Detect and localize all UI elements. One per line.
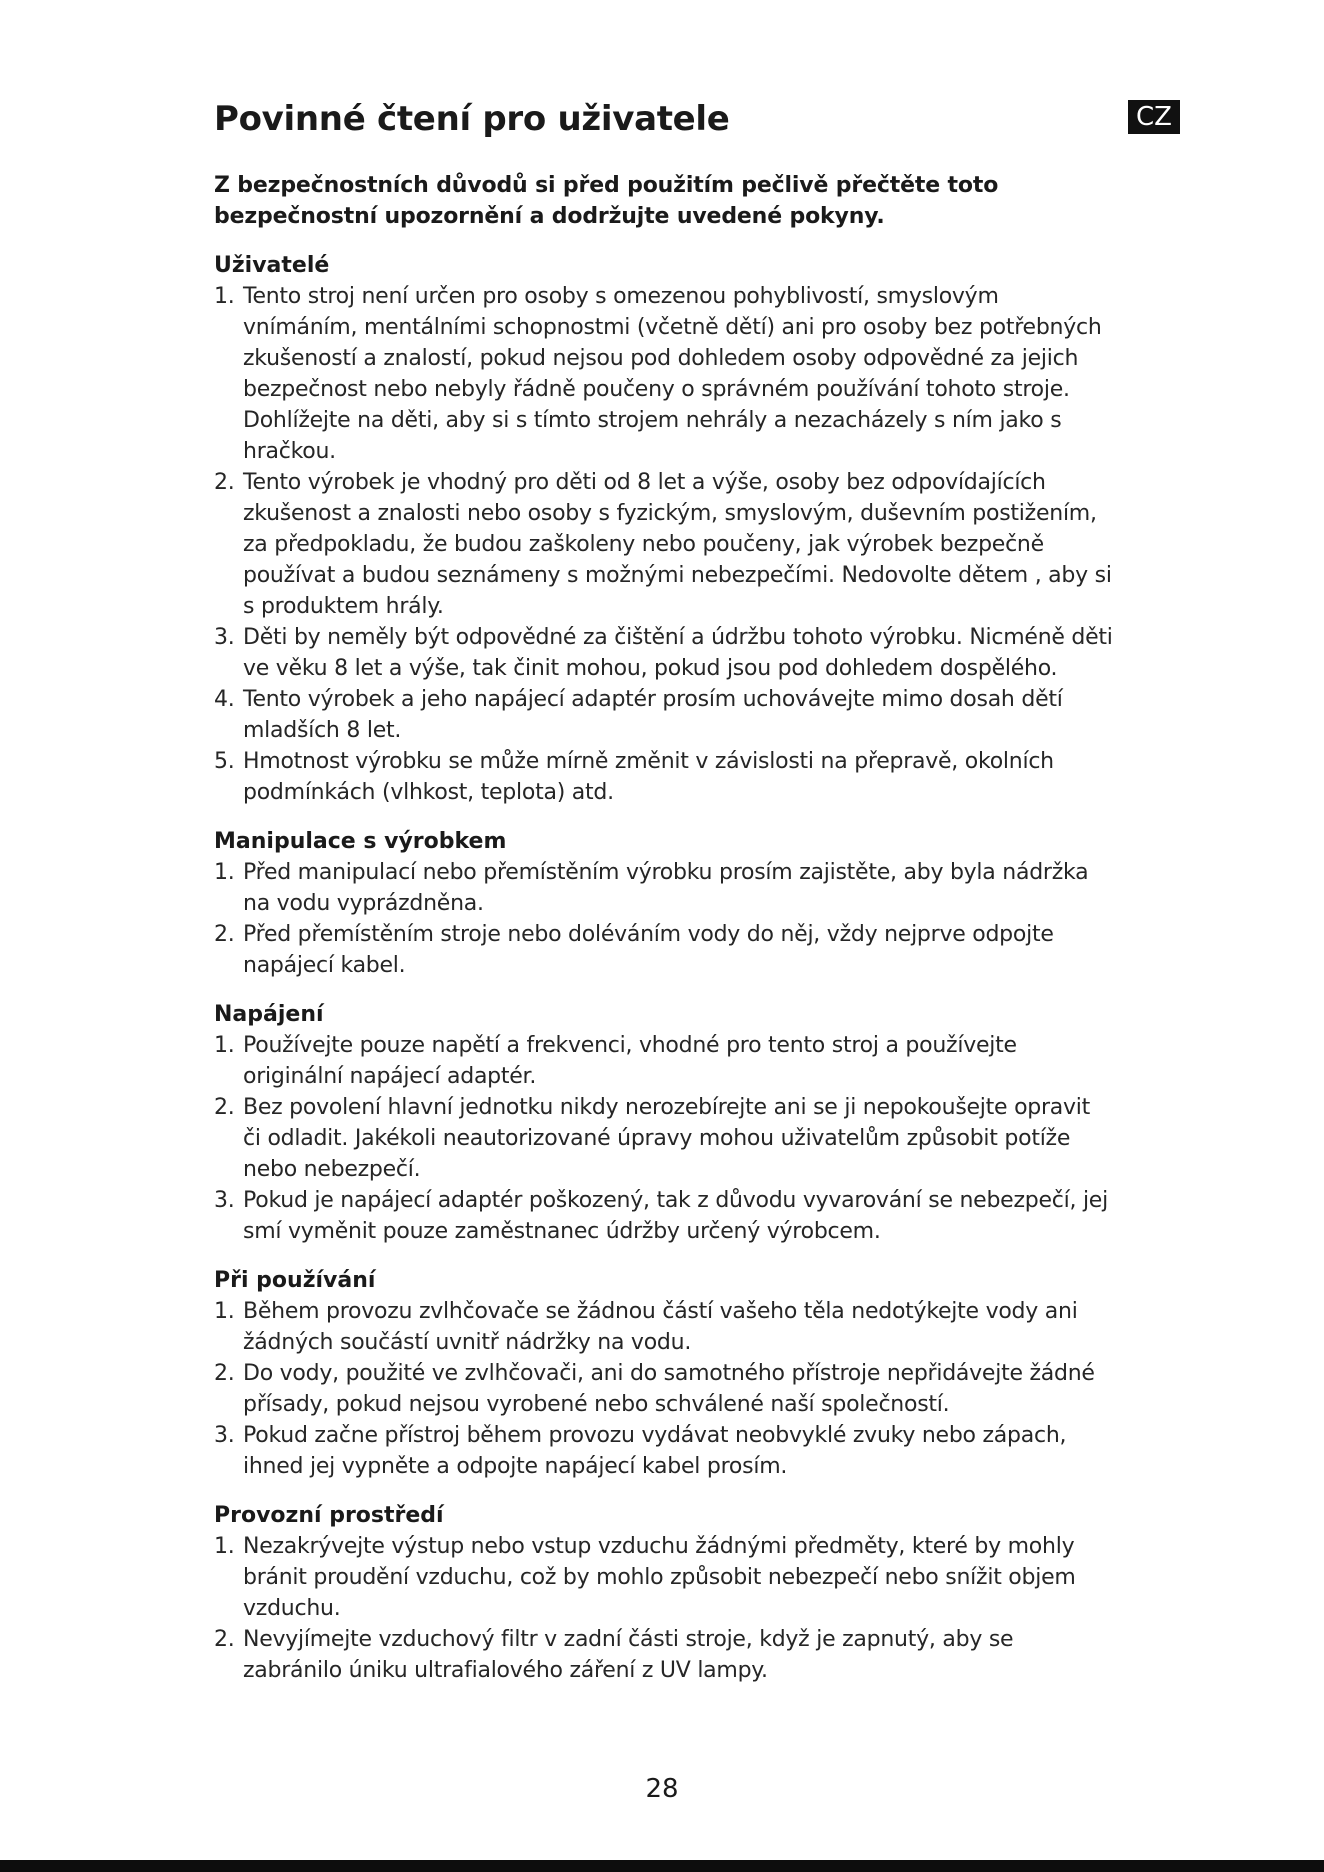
list-item-text: Pokud začne přístroj během provozu vydávat neobvyklé zvuky nebo zápach, ihned jej vypněte a odpojte napájecí kabel prosím. — [243, 1423, 1067, 1479]
list-item — [214, 1185, 1114, 1247]
list-item — [214, 1358, 1114, 1420]
list-item-number: 3. — [214, 1188, 235, 1213]
list-item-text: Nezakrývejte výstup nebo vstup vzduchu žádnými předměty, které by mohly bránit proudění vzduchu, což by mohlo způsobit nebezpečí nebo snížit objem vzduchu. — [243, 1534, 1076, 1621]
section — [214, 1265, 1114, 1482]
list-item-text: Nevyjímejte vzduchový filtr v zadní části stroje, když je zapnutý, aby se zabránilo úniku ultrafialového záření z UV lampy. — [243, 1627, 1014, 1683]
list-item-number: 2. — [214, 470, 235, 495]
list-item-text: Do vody, použité ve zvlhčovači, ani do samotného přístroje nepřidávejte žádné přísady, pokud nejsou vyrobené nebo schválené naší společností. — [243, 1361, 1095, 1417]
list-item-number: 1. — [214, 1534, 235, 1559]
list-item-number: 1. — [214, 860, 235, 885]
page-number: 28 — [645, 1774, 679, 1804]
section-heading: Provozní prostředí — [214, 1503, 444, 1528]
list-item-number: 3. — [214, 1423, 235, 1448]
section-heading: Manipulace s výrobkem — [214, 829, 507, 854]
list-item-text: Pokud je napájecí adaptér poškozený, tak z důvodu vyvarování se nebezpečí, jej smí vyměnit pouze zaměstnanec údržby určený výrobcem. — [243, 1188, 1108, 1244]
list-item — [214, 1420, 1114, 1482]
numbered-list — [214, 857, 1114, 981]
list-item-text: Tento stroj není určen pro osoby s omezenou pohyblivostí, smyslovým vnímáním, mentálními schopnostmi (včetně dětí) ani pro osoby bez potřebných zkušeností a znalostí, pokud nejsou pod dohledem osoby odpovědné za jejich bezpečnost nebo nebyly řádně poučeny o správném používání tohoto stroje. Dohlížejte na děti, aby si s tímto strojem nehrály a nezacházely s ním jako s hračkou. — [243, 284, 1102, 464]
list-item — [214, 1531, 1114, 1624]
list-item-text: Hmotnost výrobku se může mírně změnit v závislosti na přepravě, okolních podmínkách (vlhkost, teplota) atd. — [243, 749, 1054, 805]
intro-paragraph: Z bezpečnostních důvodů si před použitím pečlivě přečtěte toto bezpečnostní upozornění a dodržujte uvedené pokyny. — [214, 173, 999, 229]
list-item-number: 5. — [214, 749, 235, 774]
list-item-number: 2. — [214, 1361, 235, 1386]
section — [214, 1500, 1114, 1686]
list-item-text: Děti by neměly být odpovědné za čištění a údržbu tohoto výrobku. Nicméně děti ve věku 8 let a výše, tak činit mohou, pokud jsou pod dohledem dospělého. — [243, 625, 1113, 681]
list-item-number: 1. — [214, 1299, 235, 1324]
list-item-number: 3. — [214, 625, 235, 650]
language-badge: CZ — [1128, 100, 1180, 134]
list-item-text: Tento výrobek je vhodný pro děti od 8 let a výše, osoby bez odpovídajících zkušenost a znalosti nebo osoby s fyzickým, smyslovým, duševním postižením, za předpokladu, že budou zaškoleny nebo poučeny, jak výrobek bezpečně používat a budou seznámeny s možnými nebezpečími. Nedovolte dětem , aby si s produktem hrály. — [243, 470, 1112, 619]
section-heading: Uživatelé — [214, 253, 330, 278]
sections-container — [214, 250, 1114, 1686]
list-item-number: 1. — [214, 284, 235, 309]
list-item — [214, 281, 1114, 467]
section — [214, 826, 1114, 981]
list-item — [214, 1624, 1114, 1686]
document-page — [214, 96, 1114, 1686]
numbered-list — [214, 281, 1114, 808]
list-item-text: Během provozu zvlhčovače se žádnou částí vašeho těla nedotýkejte vody ani žádných součástí uvnitř nádržky na vodu. — [243, 1299, 1078, 1355]
list-item — [214, 1296, 1114, 1358]
list-item — [214, 467, 1114, 622]
list-item-text: Tento výrobek a jeho napájecí adaptér prosím uchovávejte mimo dosah dětí mladších 8 let. — [243, 687, 1063, 743]
numbered-list — [214, 1030, 1114, 1247]
section — [214, 250, 1114, 808]
list-item-text: Bez povolení hlavní jednotku nikdy nerozebírejte ani se ji nepokoušejte opravit či odladit. Jakékoli neautorizované úpravy mohou uživatelům způsobit potíže nebo nebezpečí. — [243, 1095, 1091, 1182]
list-item-text: Používejte pouze napětí a frekvenci, vhodné pro tento stroj a používejte originální napájecí adaptér. — [243, 1033, 1017, 1089]
section-heading: Při používání — [214, 1268, 376, 1293]
section — [214, 999, 1114, 1247]
list-item — [214, 857, 1114, 919]
list-item-number: 2. — [214, 1095, 235, 1120]
list-item-number: 2. — [214, 922, 235, 947]
list-item-number: 1. — [214, 1033, 235, 1058]
numbered-list — [214, 1296, 1114, 1482]
list-item — [214, 684, 1114, 746]
list-item-text: Před přemístěním stroje nebo doléváním vody do něj, vždy nejprve odpojte napájecí kabel. — [243, 922, 1054, 978]
numbered-list — [214, 1531, 1114, 1686]
list-item — [214, 746, 1114, 808]
list-item-number: 2. — [214, 1627, 235, 1652]
bottom-edge-bar — [0, 1860, 1324, 1872]
section-heading: Napájení — [214, 1002, 324, 1027]
list-item — [214, 1030, 1114, 1092]
list-item-number: 4. — [214, 687, 235, 712]
list-item — [214, 1092, 1114, 1185]
list-item-text: Před manipulací nebo přemístěním výrobku prosím zajistěte, aby byla nádržka na vodu vyprázdněna. — [243, 860, 1089, 916]
page-title: Povinné čtení pro uživatele — [214, 99, 730, 139]
list-item — [214, 919, 1114, 981]
list-item — [214, 622, 1114, 684]
